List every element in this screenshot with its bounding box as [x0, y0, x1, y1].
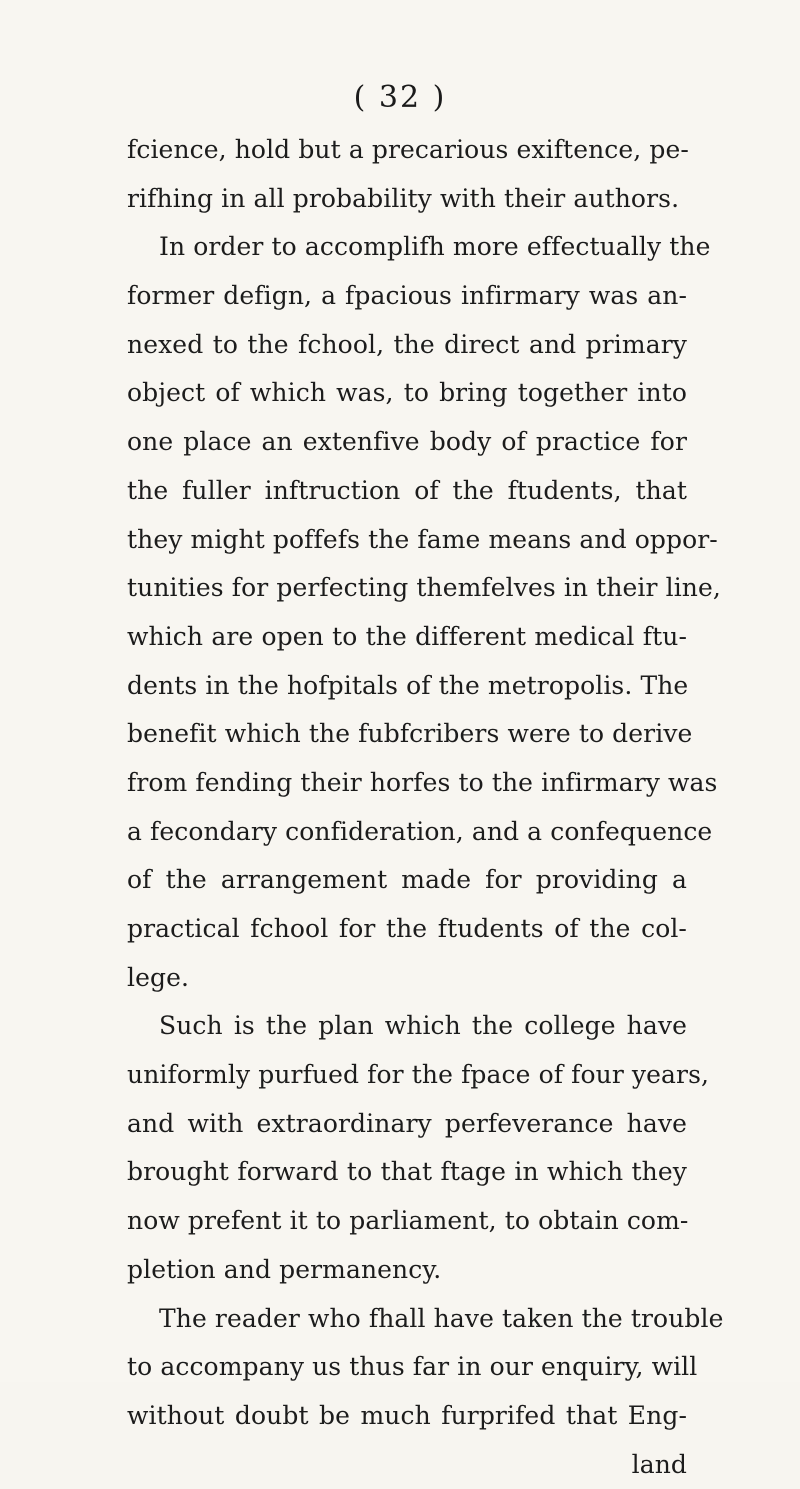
- text-line: now prefent it to parliament, to obtain com-: [127, 1206, 689, 1236]
- catchword: land: [631, 1449, 687, 1479]
- page-number: ( 32 ): [353, 80, 447, 115]
- text-line: lege.: [127, 962, 190, 992]
- body-text: [127, 126, 724, 1489]
- text-line: which are open to the different medical ftu-: [127, 621, 687, 651]
- text-line: a fecondary confideration, and a confequence: [127, 816, 713, 846]
- text-line: pletion and permanency.: [127, 1254, 442, 1284]
- text-line: without doubt be much furprifed that Eng-: [127, 1400, 687, 1430]
- text-line: Such is the plan which the college have: [159, 1011, 687, 1041]
- text-line: former defign, a fpacious infirmary was an-: [127, 281, 687, 311]
- text-line: to accompany us thus far in our enquiry, will: [127, 1352, 698, 1382]
- text-line: In order to accomplifh more effectually the: [159, 232, 711, 262]
- text-line: they might poffefs the fame means and oppor-: [127, 524, 718, 554]
- text-line: uniformly purfued for the fpace of four years,: [127, 1060, 710, 1090]
- text-line: The reader who fhall have taken the trouble: [159, 1303, 724, 1333]
- text-line: and with extraordinary perfeverance have: [127, 1108, 687, 1138]
- text-line: the fuller inftruction of the ftudents, that: [127, 475, 687, 505]
- text-line: dents in the hofpitals of the metropolis. The: [127, 670, 689, 700]
- text-line: brought forward to that ftage in which they: [127, 1157, 687, 1187]
- text-line: nexed to the fchool, the direct and primary: [127, 329, 687, 359]
- text-line: rifhing in all probability with their authors.: [127, 183, 680, 213]
- text-line: one place an extenfive body of practice for: [127, 427, 687, 457]
- text-line: from fending their horfes to the infirmary was: [127, 767, 718, 797]
- text-line: practical fchool for the ftudents of the col-: [127, 914, 687, 943]
- text-line: of the arrangement made for providing a: [127, 865, 687, 895]
- text-line: fcience, hold but a precarious exiftence, pe-: [127, 135, 689, 164]
- text-line: object of which was, to bring together into: [127, 378, 687, 408]
- text-line: benefit which the fubfcribers were to derive: [127, 719, 693, 749]
- text-line: tunities for perfecting themfelves in their line,: [127, 573, 721, 603]
